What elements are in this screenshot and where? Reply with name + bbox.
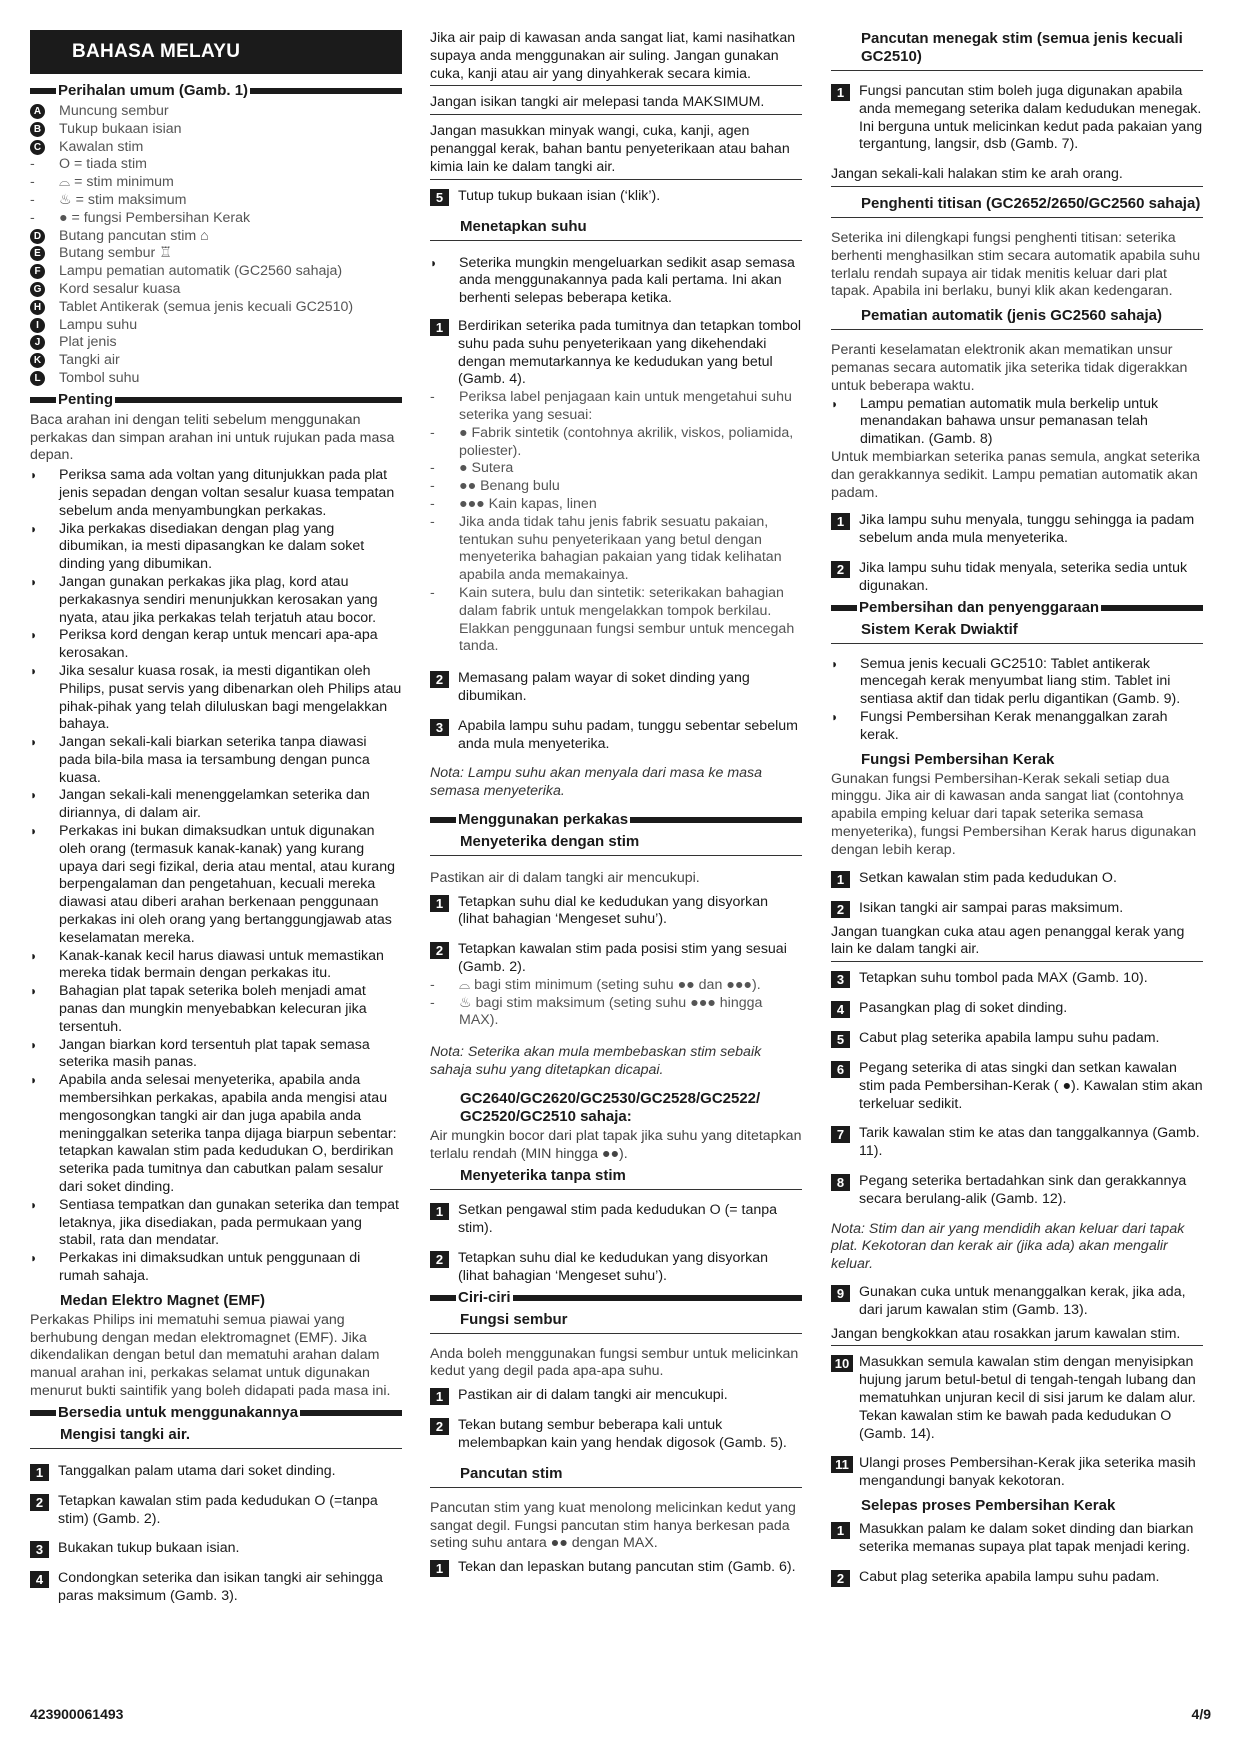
list-item: - O = tiada stim [30,156,147,173]
list-item: F Lampu pematian automatik (GC2560 sahaja) [30,263,402,281]
features-heading: Ciri-ciri [430,1289,802,1307]
step-item: 2 Jika lampu suhu tidak menyala, seterika sedia untuk digunakan. [831,560,1203,596]
list-item: L Tombol suhu [30,370,402,388]
list-item: ◗ Perkakas ini bukan dimaksudkan untuk digunakan oleh orang (termasuk kanak-kanak) yang kurang upaya dari segi fizikal, deria atau mental, atau kurang berpengalaman dan pengetahuan, kecuali mereka diawasi atau diberi arahan berkenaan penggunaan perkakas ini oleh orang yang bertanggungjawab atas keselamatan mereka. [30,823,395,946]
list-item: ◗ Lampu pematian automatik mula berkelip untuk menandakan bahawa unsur pemanasan telah dimatikan. (Gamb. 8) [831,395,1159,448]
list-item: K Tangki air [30,352,402,370]
warning-text: Jangan tuangkan cuka atau agen penanggal kerak yang lain ke dalam tangki air. [831,924,1203,963]
step-item: 1 Fungsi pancutan stim boleh juga digunakan apabila anda memegang seterika dalam kedudukan menegak. Ini berguna untuk melicinkan kedut pada pakaian yang tergantung, langsir, dsb (Gamb. 7). [831,83,1203,154]
step-item: 1 Jika lampu suhu menyala, tunggu sehingga ia padam sebelum anda mula menyeterika. [831,512,1203,548]
list-item: ◗ Jangan sekali-kali menenggelamkan seterika dan diriannya, di dalam air. [30,787,370,822]
warning-text: Jangan bengkokkan atau rosakkan jarum kawalan stim. [831,1326,1203,1347]
list-item: - ●● Benang bulu [430,478,560,495]
column-1 [30,30,402,1618]
list-item: ◗ Semua jenis kecuali GC2510: Tablet antikerak mencegah kerak menyumbat liang stim. Tablet ini sentiasa aktif dan tidak perlu digantikan (Gamb. 9). [831,655,1181,708]
list-item: ◗ Fungsi Pembersihan Kerak menanggalkan zarah kerak. [831,708,1168,743]
step-item: 5 Tutup tukup bukaan isian (‘klik’). [430,188,802,206]
list-item: - ● Sutera [430,460,514,477]
list-item: J Plat jenis [30,334,402,352]
step-item: 2 Tetapkan kawalan stim pada posisi stim yang sesuai (Gamb. 2). [430,941,802,977]
cleaning-heading: Pembersihan dan penyenggaraan [831,599,1203,617]
general-description-heading: Perihalan umum (Gamb. 1) [30,82,402,100]
step-item: 1 Tanggalkan palam utama dari soket dinding. [30,1463,402,1481]
spray-function-heading: Fungsi sembur [430,1311,802,1334]
step-item: 9 Gunakan cuka untuk menanggalkan kerak, jika ada, dari jarum kawalan stim (Gamb. 13). [831,1284,1203,1320]
warning-text: Jangan sekali-kali halakan stim ke arah orang. [831,166,1203,187]
list-item: ◗ Sentiasa tempatkan dan gunakan seterika dan tempat letaknya, jika disediakan, pada permukaan yang stabil, rata dan mendatar. [30,1196,399,1249]
list-item: D Butang pancutan stim ⌂ [30,228,402,246]
list-item: ◗ Periksa sama ada voltan yang ditunjukkan pada plat jenis sepadan dengan voltan sesalur kuasa tempatan sebelum anda menyambungkan perkakas. [30,467,395,519]
shot-of-steam-heading: Pancutan stim [430,1465,802,1488]
step-item: 1 Tekan dan lepaskan butang pancutan stim (Gamb. 6). [430,1559,802,1577]
list-item: G Kord sesalur kuasa [30,281,402,299]
step-item: 5 Cabut plag seterika apabila lampu suhu padam. [831,1030,1203,1048]
list-item: - ⌓ bagi stim minimum (seting suhu ●● dan ●●●). [430,976,761,993]
column-2 [430,30,802,1589]
dry-ironing-heading: Menyeterika tanpa stim [430,1167,802,1190]
models-text: Air mungkin bocor dari plat tapak jika suhu yang ditetapkan terlalu rendah (MIN hingga ●●). [430,1127,802,1162]
steam-ironing-heading: Menyeterika dengan stim [430,833,802,856]
list-item: A Muncung sembur [30,103,402,121]
step-item: 2 Cabut plag seterika apabila lampu suhu padam. [831,1569,1203,1587]
list-item: - ● = fungsi Pembersihan Kerak [30,209,251,226]
list-item: ◗ Bahagian plat tapak seterika boleh menjadi amat panas dan mungkin menyebabkan kelecuran jika tersentuh. [30,983,367,1035]
list-item: ◗ Jangan biarkan kord tersentuh plat tapak semasa seterika masih panas. [30,1036,370,1071]
step-item: 10 Masukkan semula kawalan stim dengan menyisipkan hujung jarum betul-betul di tengah-tengah lubang dan mematuhkan unjuran kecil di sisi jarum ke dalam alur. Tekan kawalan stim ke bawah pada kedudukan O (Gamb. 14). [831,1354,1203,1443]
list-item: C Kawalan stim [30,139,402,157]
column-3 [831,30,1203,1599]
warning-text: Jangan masukkan minyak wangi, cuka, kanji, agen penanggal kerak, bahan bantu penyeterikaan atau bahan kimia lain ke dalam tangki air. [430,123,802,179]
steam-intro: Pastikan air di dalam tangki air mencukupi. [430,869,700,886]
list-item: - ♨ bagi stim maksimum (seting suhu ●●● hingga MAX). [430,994,763,1029]
set-temperature-heading: Menetapkan suhu [430,218,802,241]
fill-tank-heading: Mengisi tangki air. [30,1426,402,1449]
after-calc-heading: Selepas proses Pembersihan Kerak [861,1497,1116,1515]
important-heading: Penting [30,391,402,409]
step-item: 1 Berdirikan seterika pada tumitnya dan tetapkan tombol suhu pada suhu penyeterikaan yang dikehendaki dengan memutarkannya ke kedudukan yang betul (Gamb. 4). [430,318,802,389]
step-item: 1 Tetapkan suhu dial ke kedudukan yang disyorkan (lihat bahagian ‘Mengeset suhu’). [430,894,802,930]
step-item: 8 Pegang seterika bertadahkan sink dan gerakkannya secara berulang-alik (Gamb. 12). [831,1173,1203,1209]
note-text: Nota: Lampu suhu akan menyala dari masa ke masa semasa menyeterika. [430,765,763,800]
step-item: 3 Tetapkan suhu tombol pada MAX (Gamb. 10). [831,970,1203,988]
spray-intro: Anda boleh menggunakan fungsi sembur untuk melicinkan kedut yang degil pada apa-apa suhu. [430,1345,799,1380]
calc-system-heading: Sistem Kerak Dwiaktif [831,621,1203,644]
list-item: B Tukup bukaan isian [30,121,402,139]
calc-clean-heading: Fungsi Pembersihan Kerak [861,750,1055,768]
list-item: ◗ Kanak-kanak kecil harus diawasi untuk memastikan mereka tidak bermain dengan perkakas itu. [30,947,384,982]
step-item: 1 Pastikan air di dalam tangki air mencukupi. [430,1387,802,1405]
step-item: 3 Apabila lampu suhu padam, tunggu sebentar sebelum anda mula menyeterika. [430,718,802,754]
step-item: 3 Bukakan tukup bukaan isian. [30,1540,402,1558]
shot-intro: Pancutan stim yang kuat menolong melicinkan kedut yang sangat degil. Fungsi pancutan stim hanya berkesan pada seting suhu antara ●● dengan MAX. [430,1499,796,1552]
list-item: H Tablet Antikerak (semua jenis kecuali GC2510) [30,299,402,317]
step-item: 1 Setkan kawalan stim pada kedudukan O. [831,870,1203,888]
list-item: - Kain sutera, bulu dan sintetik: seterikakan bahagian dalam fabrik untuk mengelakkan tompok berkilau. Elakkan penggunaan fungsi sembur untuk mencegah tanda. [430,584,795,655]
important-list [30,467,402,1286]
step-item: 2 Tekan butang sembur beberapa kali untuk melembapkan kain yang hendak digosok (Gamb. 5). [430,1417,802,1453]
models-heading: GC2640/GC2620/GC2530/GC2528/GC2522/ GC2520/GC2510 sahaja: [460,1089,761,1125]
note-text: Nota: Stim dan air yang mendidih akan keluar dari tapak plat. Kekotoran dan kerak air (jika ada) akan mengalir keluar. [831,1220,1185,1273]
prepare-heading: Bersedia untuk menggunakannya [30,1404,402,1422]
list-item: ◗ Jangan gunakan perkakas jika plag, kord atau perkakasnya sendiri menunjukkan kerosakan yang nyata, atau jika perkakas telah terjatuh atau bocor. [30,573,378,626]
auto-text-2: Untuk membiarkan seterika panas semula, angkat seterika dan gerakkannya sedikit. Lampu pematian automatik akan padam. [831,448,1201,501]
step-item: 6 Pegang seterika di atas singki dan setkan kawalan stim pada Pembersihan-Kerak ( ●). Kawalan stim akan terkeluar sedikit. [831,1060,1203,1113]
document-code: 423900061493 [30,1706,124,1722]
step-item: 2 Isikan tangki air sampai paras maksimum. [831,900,1203,918]
important-intro: Baca arahan ini dengan teliti sebelum menggunakan perkakas dan simpan arahan ini untuk rujukan pada masa depan. [30,411,395,464]
drip-text: Seterika ini dilengkapi fungsi penghenti titisan: seterika berhenti menghasilkan stim secara automatik apabila suhu terlalu rendah supaya air tidak menitis keluar dari plat tapak. Apabila ini berlaku, bunyi klik akan kedengaran. [831,229,1201,300]
list-item: - ● Fabrik sintetik (contohnya akrilik, viskos, poliamida, poliester). [430,424,794,459]
list-item: - ♨ = stim maksimum [30,191,187,208]
list-item: ◗ Seterika mungkin mengeluarkan sedikit asap semasa anda menggunakannya pada kali pertama. Ini akan berhenti selepas beberapa ketika. [430,254,795,307]
emf-heading: Medan Elektro Magnet (EMF) [60,1291,266,1309]
list-item: ◗ Periksa kord dengan kerap untuk mencari apa-apa kerosakan. [30,627,378,662]
list-item: ◗ Jika sesalur kuasa rosak, ia mesti digantikan oleh Philips, pusat servis yang dibenarkan oleh Philips atau pihak-pihak yang telah diluluskan bagi mengelakkan bahaya. [30,662,402,733]
auto-off-heading: Pematian automatik (jenis GC2560 sahaja) [831,307,1203,330]
list-item: - Periksa label penjagaan kain untuk mengetahui suhu seterika yang sesuai: [430,389,792,423]
list-item: - Jika anda tidak tahu jenis fabrik sesuatu pakaian, tentukan suhu penyeterikaan yang betul dengan menyeterika bahagian pakaian yang tidak kelihatan apabila anda memakainya. [430,513,782,584]
step-item: 4 Pasangkan plag di soket dinding. [831,1000,1203,1018]
warning-text: Jangan isikan tangki air melepasi tanda MAKSIMUM. [430,94,802,115]
list-item: E Butang sembur ♖ [30,245,402,263]
calc-clean-text: Gunakan fungsi Pembersihan-Kerak sekali setiap dua minggu. Jika air di kawasan anda sangat liat (contohnya apabila emping keluar dari tapak seterika semasa menyeterika), fungsi Pembersihan Kerak harus digunakan dengan lebih kerap. [831,770,1197,858]
list-item: ◗ Jika perkakas disediakan dengan plag yang dibumikan, ia mesti dipasangkan ke dalam soket dinding yang dibumikan. [30,520,365,573]
list-item: I Lampu suhu [30,317,402,335]
list-item: ◗ Jangan sekali-kali biarkan seterika tanpa diawasi pada bila-bila masa ia tersambung dengan punca kuasa. [30,734,370,786]
step-item: 1 Masukkan palam ke dalam soket dinding dan biarkan seterika memanas supaya plat tapak menjadi kering. [831,1521,1203,1557]
step-item: 2 Tetapkan kawalan stim pada kedudukan O (=tanpa stim) (Gamb. 2). [30,1493,402,1529]
list-item: - ⌓ = stim minimum [30,174,174,191]
step-item: 4 Condongkan seterika dan isikan tangki air sehingga paras maksimum (Gamb. 3). [30,1570,402,1606]
list-item: ◗ Apabila anda selesai menyeterika, apabila anda membersihkan perkakas, apabila anda mengisi atau mengosongkan tangki air dan juga apabila anda meninggalkan seterika tanpa dijaga biarpun sebentar: tetapkan kawalan stim pada kedudukan O, berdirikan seterika pada tumitnya dan cabutkan palam sesalur dari soket dinding. [30,1072,397,1196]
language-banner: BAHASA MELAYU [30,30,402,74]
step-item: 2 Tetapkan suhu dial ke kedudukan yang disyorkan (lihat bahagian ‘Mengeset suhu’). [430,1250,802,1286]
parts-list [30,103,402,388]
step-item: 1 Setkan pengawal stim pada kedudukan O (= tanpa stim). [430,1202,802,1238]
list-item: ◗ Perkakas ini dimaksudkan untuk penggunaan di rumah sahaja. [30,1250,361,1284]
warning-text: Jika air paip di kawasan anda sangat liat, kami nasihatkan supaya anda menggunakan air suling. Jangan gunakan cuka, kanji atau air yang dinyahkerak secara kimia. [430,30,802,86]
emf-text: Perkakas Philips ini mematuhi semua piawai yang berhubung dengan medan elektromagnet (EMF). Jika dikendalikan dengan betul dan mematuhi arahan dalam manual arahan ini, perkakas selamat untuk digunakan menurut bukti saintifik yang boleh didapati pada masa ini. [30,1311,391,1399]
step-item: 11 Ulangi proses Pembersihan-Kerak jika seterika masih mengandungi banyak kekotoran. [831,1455,1203,1491]
auto-text: Peranti keselamatan elektronik akan mematikan unsur pemanas secara automatik jika seterika tidak digerakkan untuk beberapa waktu. [831,342,1188,394]
step-item: 7 Tarik kawalan stim ke atas dan tanggalkannya (Gamb. 11). [831,1125,1203,1161]
vertical-steam-heading: Pancutan menegak stim (semua jenis kecuali GC2510) [831,30,1203,71]
page-number: 4/9 [1191,1706,1211,1722]
note-text: Nota: Seterika akan mula membebaskan stim sebaik sahaja suhu yang ditetapkan dicapai. [430,1044,762,1079]
list-item: - ●●● Kain kapas, linen [430,495,597,512]
use-appliance-heading: Menggunakan perkakas [430,811,802,829]
step-item: 2 Memasang palam wayar di soket dinding yang dibumikan. [430,670,802,706]
drip-stop-heading: Penghenti titisan (GC2652/2650/GC2560 sahaja) [831,195,1203,218]
